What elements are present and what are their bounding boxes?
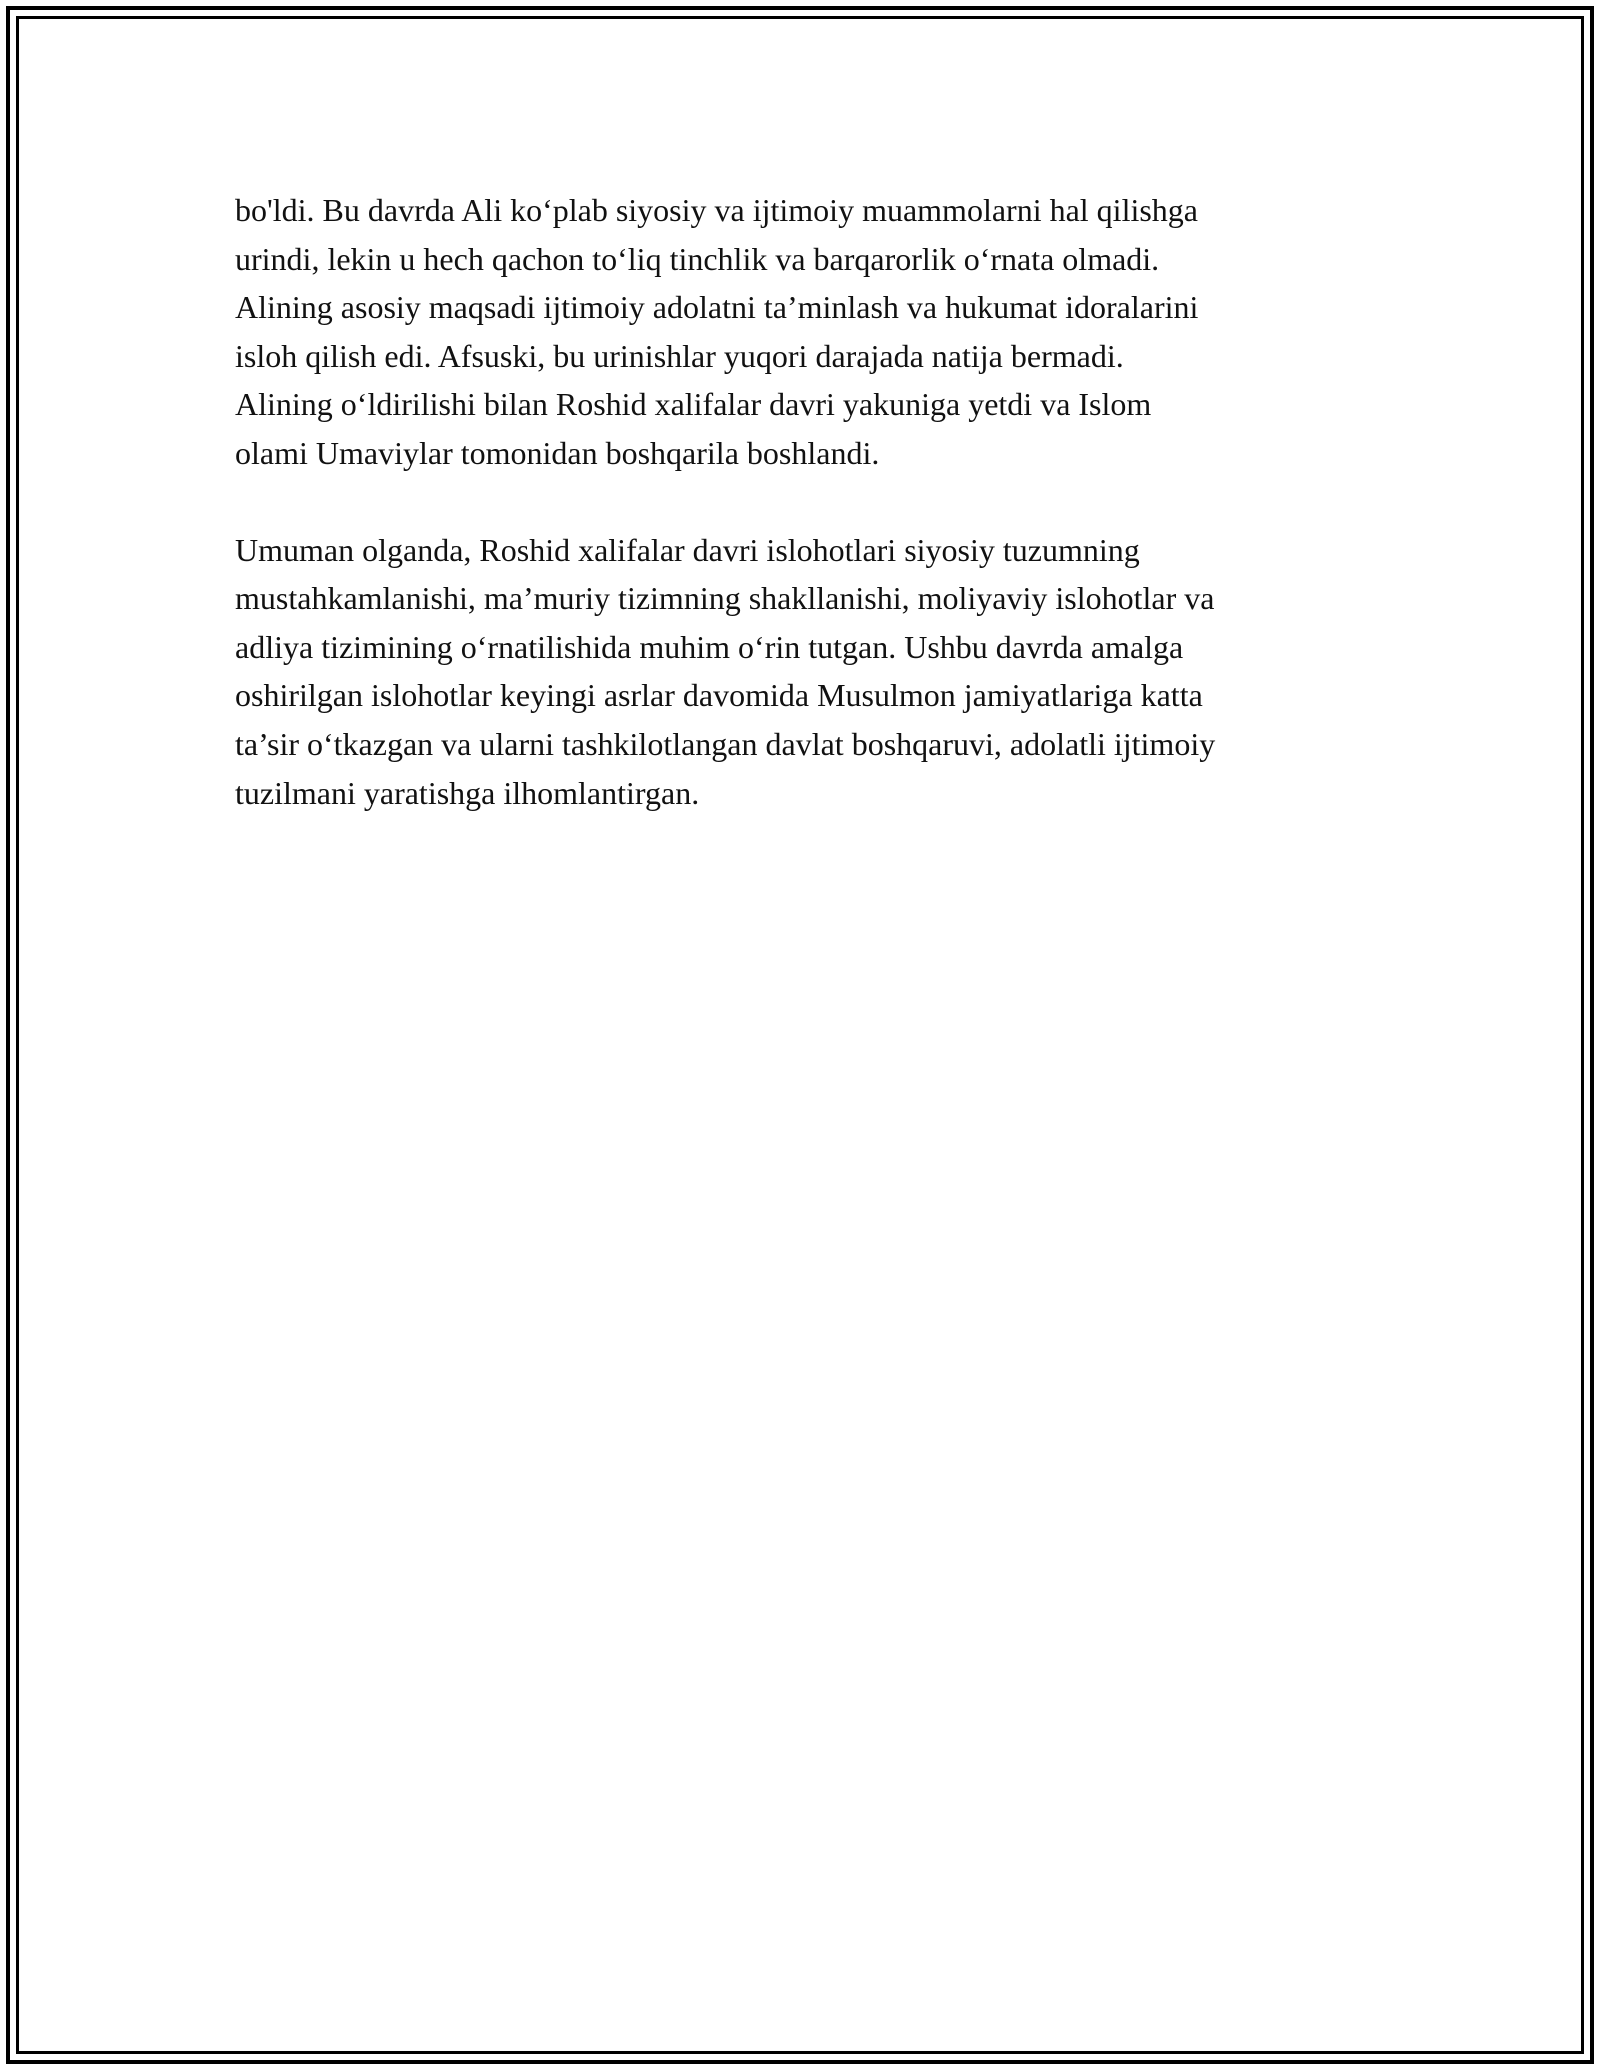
text-line: adliya tizimining o‘rnatilishida muhim o‘rin tutgan. Ushbu davrda amalga bbox=[235, 628, 1184, 665]
text-line: urindi, lekin u hech qachon to‘liq tinchlik va barqarorlik o‘rnata olmadi. bbox=[235, 240, 1160, 277]
text-line: ta’sir o‘tkazgan va ularni tashkilotlangan davlat boshqaruvi, adolatli ijtimoiy bbox=[235, 725, 1216, 762]
paragraph-2 bbox=[235, 526, 1385, 818]
text-line: bo'ldi. Bu davrda Ali ko‘plab siyosiy va ijtimoiy muammolarni hal qilishga bbox=[235, 192, 1198, 228]
paragraph-1 bbox=[235, 186, 1385, 478]
text-line: Umuman olganda, Roshid xalifalar davri islohotlari siyosiy tuzumning bbox=[235, 531, 1140, 568]
document-body bbox=[235, 186, 1385, 865]
text-line: Alining asosiy maqsadi ijtimoiy adolatni ta’minlash va hukumat idoralarini bbox=[235, 289, 1199, 326]
text-line: mustahkamlanishi, ma’muriy tizimning shakllanishi, moliyaviy islohotlar va bbox=[235, 580, 1215, 617]
text-line: Alining o‘ldirilishi bilan Roshid xalifalar davri yakuniga yetdi va Islom bbox=[235, 386, 1152, 423]
text-line: olami Umaviylar tomonidan boshqarila boshlandi. bbox=[235, 434, 880, 471]
text-line: tuzilmani yaratishga ilhomlantirgan. bbox=[235, 774, 700, 811]
text-line: oshirilgan islohotlar keyingi asrlar davomida Musulmon jamiyatlariga katta bbox=[235, 677, 1203, 714]
text-line: isloh qilish edi. Afsuski, bu urinishlar yuqori darajada natija bermadi. bbox=[235, 337, 1124, 374]
